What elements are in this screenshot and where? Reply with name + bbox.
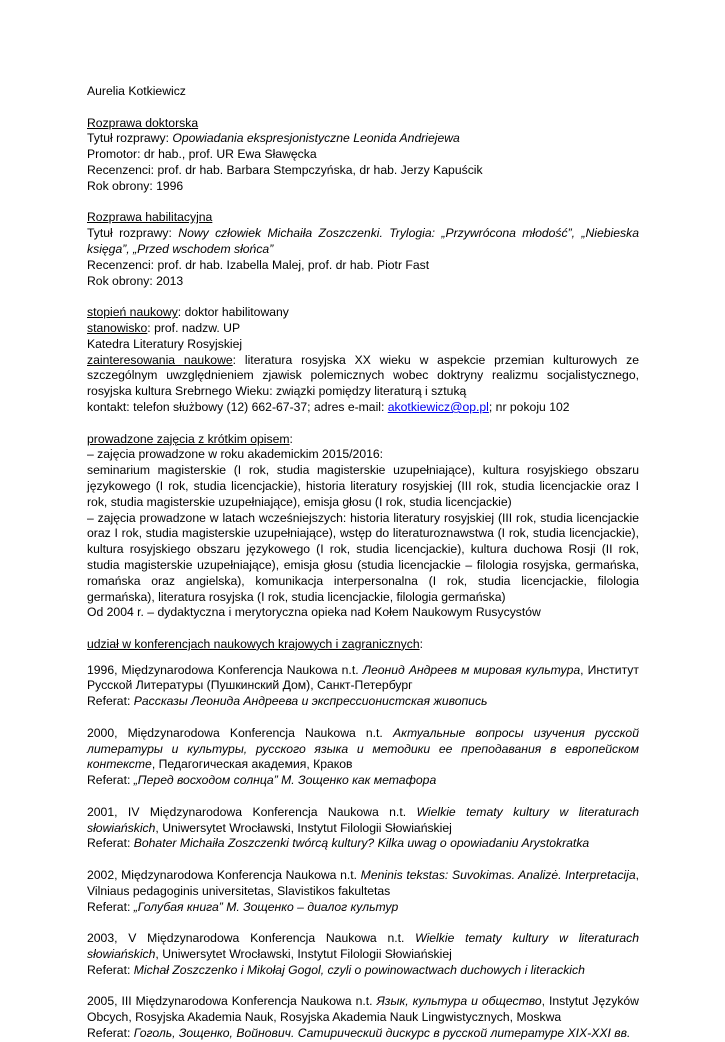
conference-intro: 2005, III Międzynarodowa Konferencja Naukowa n.t. [87, 994, 377, 1009]
conference-description [87, 805, 639, 837]
doctoral-promotor: Promotor: dr hab., prof. UR Ewa Sławęcka [87, 147, 317, 162]
conference-description [87, 994, 639, 1026]
conference-item [87, 805, 639, 852]
conference-paper [87, 694, 639, 710]
paper-title: „Голубая книга” М. Зощенко – диалог культур [133, 899, 399, 914]
paper-title: Гоголь, Зощенко, Войнович. Сатирический дискурс в русской литературе XIX-XXI вв. [133, 1026, 631, 1041]
department: Katedra Literatury Rosyjskiej [87, 336, 243, 351]
interests-line [87, 353, 639, 400]
conference-place: , Uniwersytet Wrocławski, Instytut Filologii Słowiańskiej [155, 947, 452, 962]
paper-label: Referat: [87, 1026, 134, 1041]
contact-prefix: kontakt: telefon służbowy (12) 662-67-37; adres e-mail: [87, 399, 388, 414]
conference-topic: Актуальные вопросы изучения русской литературы и культуры, русского языка и методики ее преподавания в европейском контексте [87, 725, 639, 772]
teaching-heading-colon: : [289, 431, 293, 446]
teaching-current-intro: – zajęcia prowadzone w roku akademickim 2015/2016: [87, 447, 384, 462]
conference-place: , Vilniaus pedagoginis universitetas, Slavistikos fakultetas [87, 868, 639, 898]
conference-topic: Wielkie tematy kultury w literaturach słowiańskich [87, 804, 639, 835]
teaching-heading-line [87, 432, 639, 448]
teaching-club: Od 2004 r. – dydaktyczna i merytoryczna opieka nad Kołem Naukowym Rusycystów [87, 605, 541, 620]
habilitation-section [87, 210, 639, 289]
document-page [87, 84, 639, 1042]
degree-line [87, 305, 639, 321]
conference-item [87, 868, 639, 915]
paper-title: „Перед восходом солнца” М. Зощенко как метафора [133, 773, 437, 788]
conference-place: , Институт Русской Литературы (Пушкинский Дом), Санкт-Петербург [87, 662, 639, 693]
conference-place: , Педагогическая академия, Краков [151, 757, 353, 772]
conference-paper [87, 773, 639, 789]
paper-label: Referat: [87, 773, 134, 788]
conference-item [87, 726, 639, 789]
conferences-heading-line [87, 637, 639, 653]
teaching-current-list: seminarium magisterskie (I rok, studia magisterskie uzupełniające), kultura rosyjskiego obszaru językowego (I rok, studia licencjackie), historia literatury rosyjskiej (III rok, studia licencjackie oraz I rok, studia magisterskie uzupełniające), emisja głosu (I rok, studia licencjackie) [87, 463, 639, 509]
conference-intro: 2001, IV Międzynarodowa Konferencja Naukowa n.t. [87, 804, 417, 819]
doctoral-title-label: Tytuł rozprawy: [87, 131, 173, 146]
contact-line [87, 400, 639, 416]
conference-paper [87, 963, 639, 979]
conference-topic: Язык, культура и общество [376, 994, 542, 1009]
habilitation-heading: Rozprawa habilitacyjna [87, 210, 213, 225]
doctoral-section [87, 116, 639, 195]
doctoral-year: Rok obrony: 1996 [87, 178, 184, 193]
degree-value: : doktor habilitowany [177, 305, 289, 320]
paper-title: Michał Zoszczenko i Mikołaj Gogol, czyli o powinowactwach duchowych i literackich [133, 962, 585, 977]
conference-topic: Meninis tekstas: Suvokimas. Analizė. Interpretacija [360, 868, 636, 883]
doctoral-heading: Rozprawa doktorska [87, 115, 199, 130]
doctoral-reviewers: Recenzenci: prof. dr hab. Barbara Stempczyńska, dr hab. Jerzy Kapuścik [87, 162, 483, 177]
teaching-past-list: – zajęcia prowadzone w latach wcześniejszych: historia literatury rosyjskiej (III rok, studia licencjackie oraz I rok, studia magisterskie uzupełniające), wstęp do literaturoznawstwa (I rok, studia licencjackie), kultura rosyjskiego obszaru językowego (I rok, studia licencjackie), kultura duchowa Rosji (II rok, studia magisterskie uzupełniające), emisja głosu (studia licencjackie – filologia rosyjska, germańska, romańska oraz angielska), komunikacja interpersonalna (I rok, studia licencjackie, filologia germańska), literatura rosyjska (I rok, studia licencjackie, filologia germańska) [87, 510, 639, 604]
paper-label: Referat: [87, 962, 134, 977]
teaching-section [87, 432, 639, 622]
habilitation-title: Nowy człowiek Michaiła Zoszczenki. Trylogia: „Przywrócona młodość”, „Niebieska księga”, „Przed wschodem słońca” [87, 226, 639, 256]
conference-topic: Wielkie tematy kultury w literaturach słowiańskich [87, 931, 639, 962]
conferences-section [87, 637, 639, 1042]
author-name: Aurelia Kotkiewicz [87, 84, 186, 98]
paper-label: Referat: [87, 694, 134, 709]
conference-item [87, 663, 639, 710]
conference-topic: Леонид Андреев м мировая культура [362, 662, 581, 677]
conference-place: , Uniwersytet Wrocławski, Instytut Filologii Słowiańskiej [155, 820, 452, 835]
paper-title: Bohater Michaiła Zoszczenki twórcą kultury? Kilka uwag o opowiadaniu Arystokratka [133, 836, 590, 851]
conference-intro: 2000, Międzynarodowa Konferencja Naukowa n.t. [87, 725, 393, 740]
paper-label: Referat: [87, 899, 134, 914]
email-link[interactable]: akotkiewicz@op.pl [387, 399, 489, 414]
conference-paper [87, 836, 639, 852]
interests-value: : literatura rosyjska XX wieku w aspekcie przemian kulturowych ze szczególnym uwzględnieniem zjawisk polemicznych wobec doktryny realizmu socjalistycznego, rosyjska kultura Srebrnego Wieku: związki pomiędzy literaturą i sztuką [87, 352, 640, 399]
conferences-heading: udział w konferencjach naukowych krajowych i zagranicznych [87, 636, 420, 651]
conference-description [87, 868, 639, 900]
profile-section [87, 305, 639, 416]
paper-label: Referat: [87, 836, 134, 851]
conference-intro: 2003, V Międzynarodowa Konferencja Naukowa n.t. [87, 931, 416, 946]
doctoral-title: Opowiadania ekspresjonistyczne Leonida Andriejewa [172, 131, 460, 146]
conference-intro: 1996, Międzynarodowa Konferencja Naukowa n.t. [87, 662, 363, 677]
conference-paper [87, 900, 639, 916]
habilitation-title-line [87, 226, 639, 258]
doctoral-title-line [87, 131, 639, 147]
paper-title: Рассказы Леонида Андреева и экспрессионистская живопись [133, 694, 488, 709]
conferences-heading-colon: : [419, 636, 423, 651]
conference-description [87, 663, 639, 695]
teaching-heading: prowadzone zajęcia z krótkim opisem [87, 431, 290, 446]
habilitation-title-label: Tytuł rozprawy: [87, 226, 179, 241]
contact-suffix: ; nr pokoju 102 [488, 399, 570, 414]
degree-label: stopień naukowy [87, 305, 178, 320]
conference-item [87, 931, 639, 978]
conference-description [87, 931, 639, 963]
conference-place: , Instytut Języków Obcych, Rosyjska Akademia Nauk, Rosyjska Akademia Nauk Lingwistycznych, Moskwa [87, 994, 639, 1025]
conference-item [87, 994, 639, 1041]
interests-label: zainteresowania naukowe [87, 352, 233, 367]
position-label: stanowisko [87, 320, 148, 335]
conference-description [87, 726, 639, 773]
conference-paper [87, 1026, 639, 1042]
habilitation-year: Rok obrony: 2013 [87, 273, 184, 288]
conference-intro: 2002, Międzynarodowa Konferencja Naukowa n.t. [87, 868, 361, 883]
position-line [87, 321, 639, 337]
position-value: : prof. nadzw. UP [147, 320, 241, 335]
habilitation-reviewers: Recenzenci: prof. dr hab. Izabella Malej, prof. dr hab. Piotr Fast [87, 257, 430, 272]
